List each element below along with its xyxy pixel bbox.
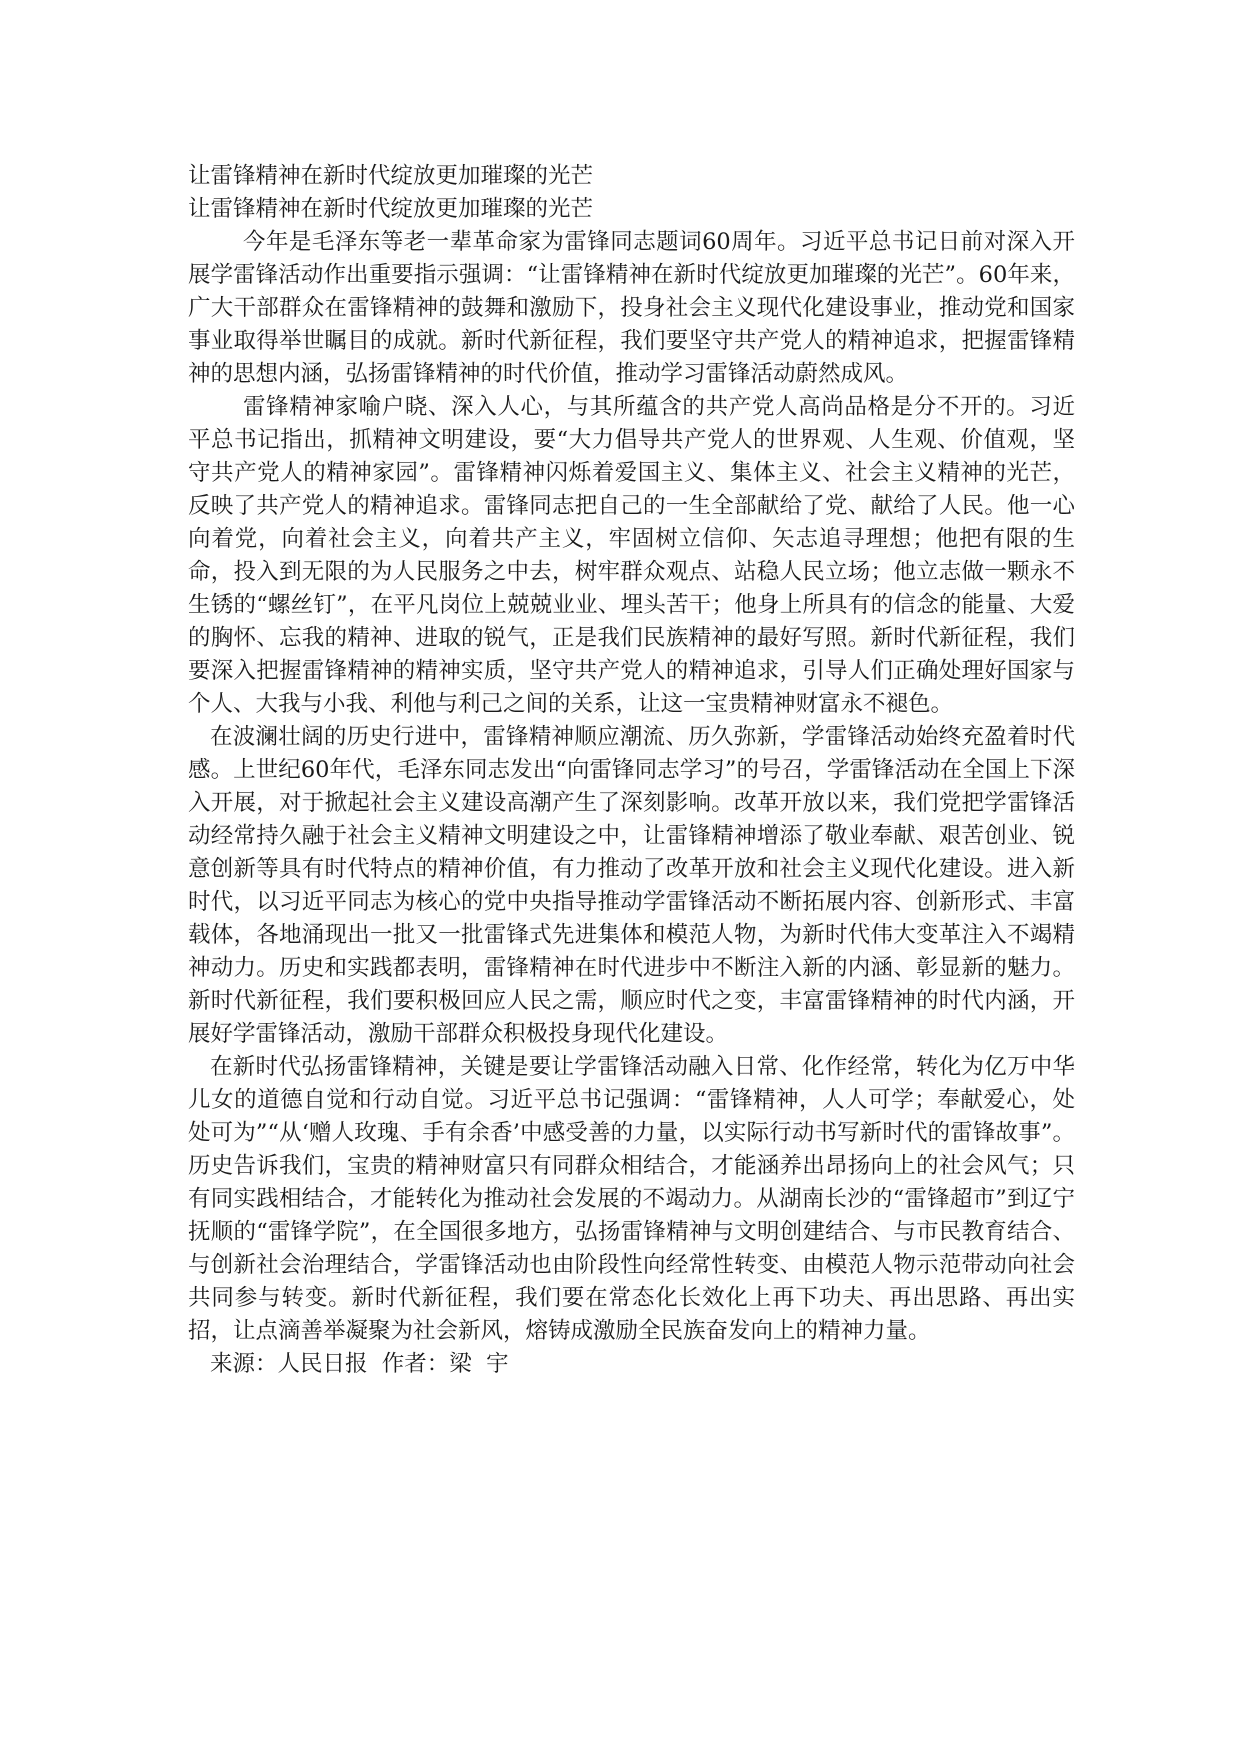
paragraph-4: 在新时代弘扬雷锋精神，关键是要让学雷锋活动融入日常、化作经常，转化为亿万中华儿女的道德自觉和行动自觉。习近平总书记强调：“雷锋精神，人人可学；奉献爱心，处处可为”“从‘赠人玫瑰、手有余香’中感受善的力量，以实际行动书写新时代的雷锋故事”。历史告诉我们，宝贵的精神财富只有同群众相结合，才能涵养出昂扬向上的社会风气；只有同实践相结合，才能转化为推动社会发展的不竭动力。从湖南长沙的“雷锋超市”到辽宁抚顺的“雷锋学院”，在全国很多地方，弘扬雷锋精神与文明创建结合、与市民教育结合、与创新社会治理结合，学雷锋活动也由阶段性向经常性转变、由模范人物示范带动向社会共同参与转变。新时代新征程，我们要在常态化长效化上再下功夫、再出思路、再出实招，让点滴善举凝聚为社会新风，熔铸成激励全民族奋发向上的精神力量。: [188, 1054, 1075, 1344]
document-page: [188, 160, 1075, 1381]
paragraph-3: 在波澜壮阔的历史行进中，雷锋精神顺应潮流、历久弥新，学雷锋活动始终充盈着时代感。上世纪60年代，毛泽东同志发出“向雷锋同志学习”的号召，学雷锋活动在全国上下深入开展，对于掀起社会主义建设高潮产生了深刻影响。改革开放以来，我们党把学雷锋活动经常持久融于社会主义精神文明建设之中，让雷锋精神增添了敬业奉献、艰苦创业、锐意创新等具有时代特点的精神价值，有力推动了改革开放和社会主义现代化建设。进入新时代，以习近平同志为核心的党中央指导推动学雷锋活动不断拓展内容、创新形式、丰富载体，各地涌现出一批又一批雷锋式先进集体和模范人物，为新时代伟大变革注入不竭精神动力。历史和实践都表明，雷锋精神在时代进步中不断注入新的内涵、彰显新的魅力。新时代新征程，我们要积极回应人民之需，顺应时代之变，丰富雷锋精神的时代内涵，开展好学雷锋活动，激励干部群众积极投身现代化建设。: [188, 724, 1075, 1047]
source-attribution: 来源：人民日报 作者：梁 宇: [210, 1351, 509, 1377]
paragraph-2: 雷锋精神家喻户晓、深入人心，与其所蕴含的共产党人高尚品格是分不开的。习近平总书记指出，抓精神文明建设，要“大力倡导共产党人的世界观、人生观、价值观，坚守共产党人的精神家园”。雷锋精神闪烁着爱国主义、集体主义、社会主义精神的光芒，反映了共产党人的精神追求。雷锋同志把自己的一生全部献给了党、献给了人民。他一心向着党，向着社会主义，向着共产主义，牢固树立信仰、矢志追寻理想；他把有限的生命，投入到无限的为人民服务之中去，树牢群众观点、站稳人民立场；他立志做一颗永不生锈的“螺丝钉”，在平凡岗位上兢兢业业、埋头苦干；他身上所具有的信念的能量、大爱的胸怀、忘我的精神、进取的锐气，正是我们民族精神的最好写照。新时代新征程，我们要深入把握雷锋精神的精神实质，坚守共产党人的精神追求，引导人们正确处理好国家与个人、大我与小我、利他与利己之间的关系，让这一宝贵精神财富永不褪色。: [188, 394, 1075, 717]
paragraph-1: 今年是毛泽东等老一辈革命家为雷锋同志题词60周年。习近平总书记日前对深入开展学雷锋活动作出重要指示强调：“让雷锋精神在新时代绽放更加璀璨的光芒”。60年来，广大干部群众在雷锋精神的鼓舞和激励下，投身社会主义现代化建设事业，推动党和国家事业取得举世瞩目的成就。新时代新征程，我们要坚守共产党人的精神追求，把握雷锋精神的思想内涵，弘扬雷锋精神的时代价值，推动学习雷锋活动蔚然成风。: [188, 229, 1075, 387]
document-title: 让雷锋精神在新时代绽放更加璀璨的光芒: [188, 163, 594, 189]
document-title-repeat: 让雷锋精神在新时代绽放更加璀璨的光芒: [188, 196, 594, 222]
